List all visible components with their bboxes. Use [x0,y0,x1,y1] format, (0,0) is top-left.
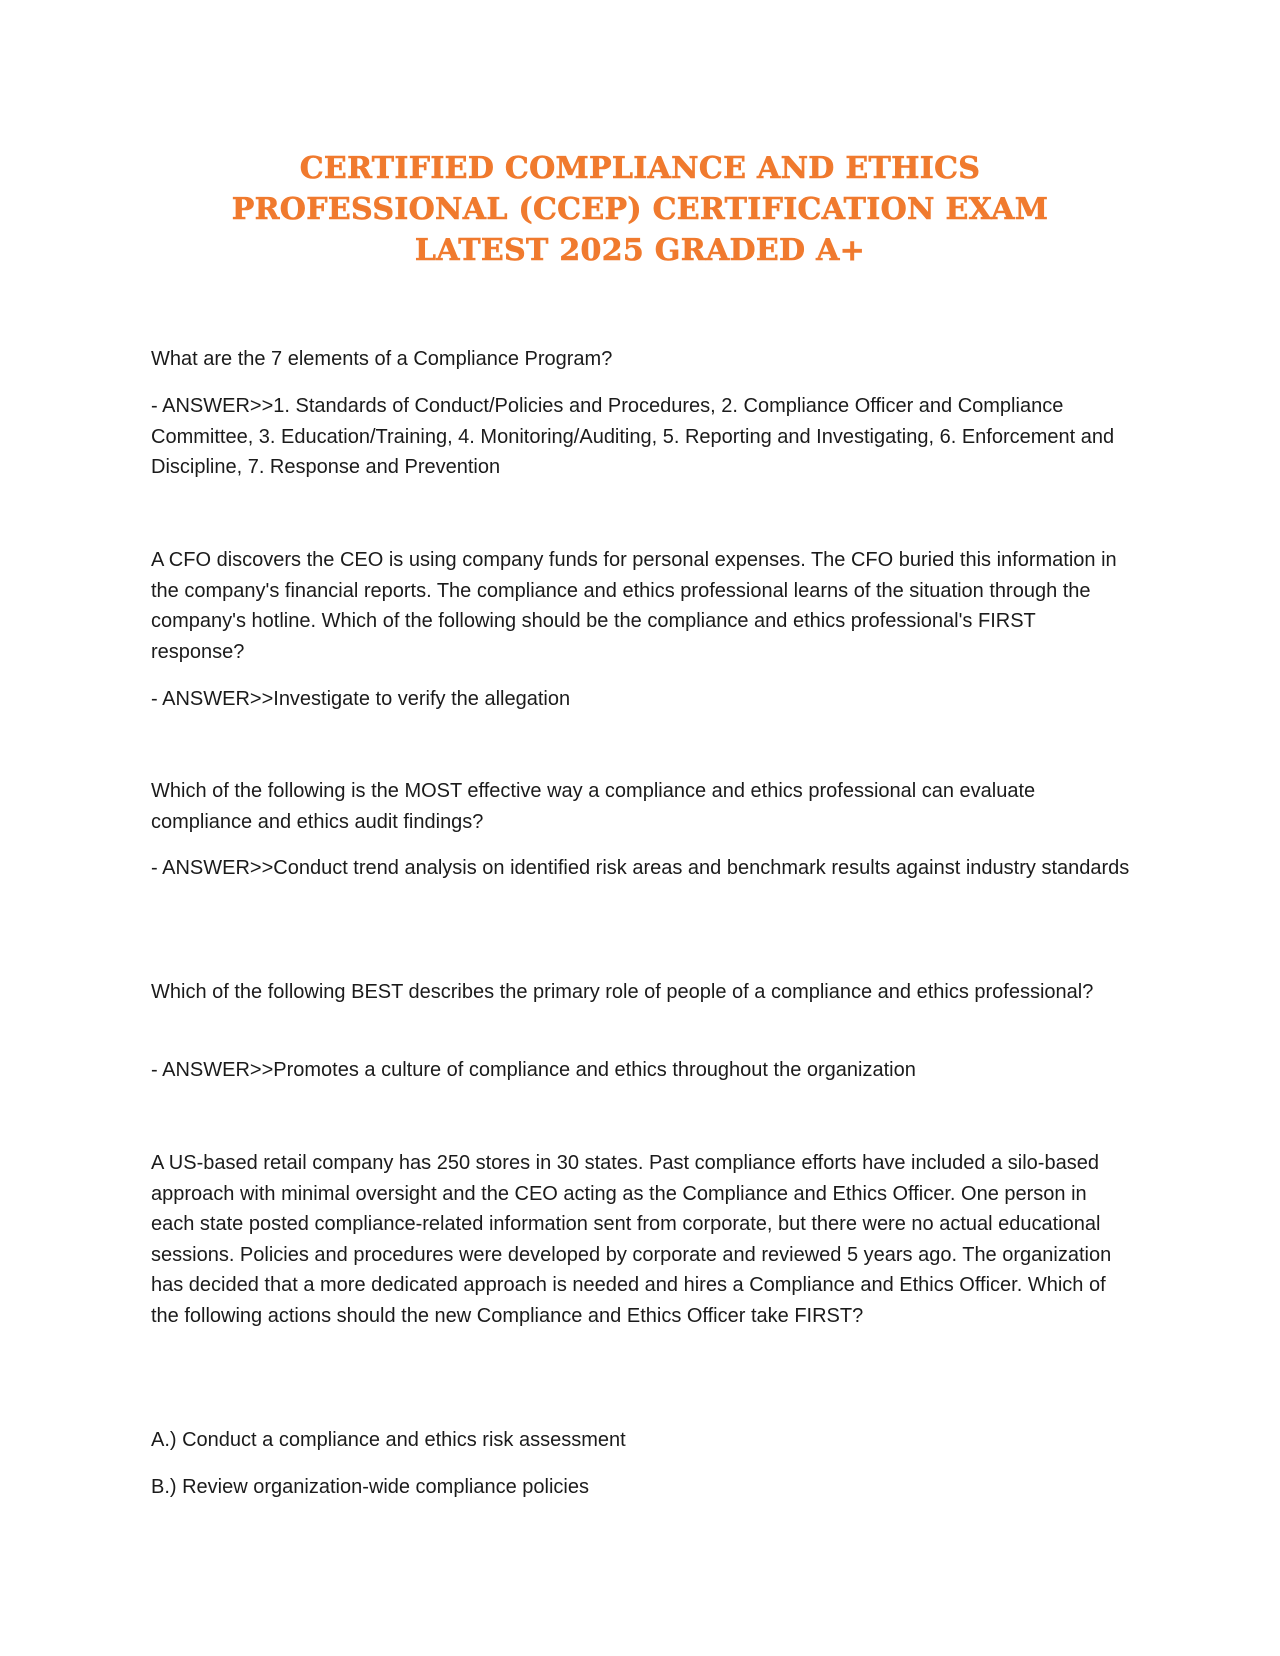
question-5: A US-based retail company has 250 stores in 30 states. Past compliance efforts have included a silo-based approach with minimal oversight and the CEO acting as the Compliance and Ethics Officer. One person in each state posted compliance-related information sent from corporate, but there were no actual educational sessions. Policies and procedures were developed by corporate and reviewed 5 years ago. The organization has decided that a more dedicated approach is needed and hires a Compliance and Ethics Officer. Which of the following actions should the new Compliance and Ethics Officer take FIRST? [151,1152,1112,1327]
answer-3: - ANSWER>>Conduct trend analysis on identified risk areas and benchmark results against industry standards [151,857,1130,879]
answer-4: - ANSWER>>Promotes a culture of compliance and ethics throughout the organization [151,1059,916,1081]
question-1: What are the 7 elements of a Compliance Program? [151,348,613,370]
question-3: Which of the following is the MOST effective way a compliance and ethics professional can evaluate compliance and ethics audit findings? [151,780,1036,833]
answer-1: - ANSWER>>1. Standards of Conduct/Policies and Procedures, 2. Compliance Officer and Compliance Committee, 3. Education/Training, 4. Monitoring/Auditing, 5. Reporting and Investigating, 6. Enforcement and Discipline, 7. Response and Prevention [151,395,1115,478]
option-a: A.) Conduct a compliance and ethics risk assessment [151,1429,626,1451]
question-4: Which of the following BEST describes the primary role of people of a compliance and ethics professional? [151,981,1094,1003]
title-line-3: LATEST 2025 GRADED A+ [414,233,866,268]
title-line-1: CERTIFIED COMPLIANCE AND ETHICS [299,151,981,186]
option-b: B.) Review organization-wide compliance policies [151,1476,589,1498]
document-title [150,148,1130,271]
title-line-2: PROFESSIONAL (CCEP) CERTIFICATION EXAM [231,192,1049,227]
answer-2: - ANSWER>>Investigate to verify the allegation [151,688,571,710]
question-2: A CFO discovers the CEO is using company funds for personal expenses. The CFO buried this information in the company's financial reports. The compliance and ethics professional learns of the situation through the company's hotline. Which of the following should be the compliance and ethics professional's FIRST response? [151,549,1117,663]
